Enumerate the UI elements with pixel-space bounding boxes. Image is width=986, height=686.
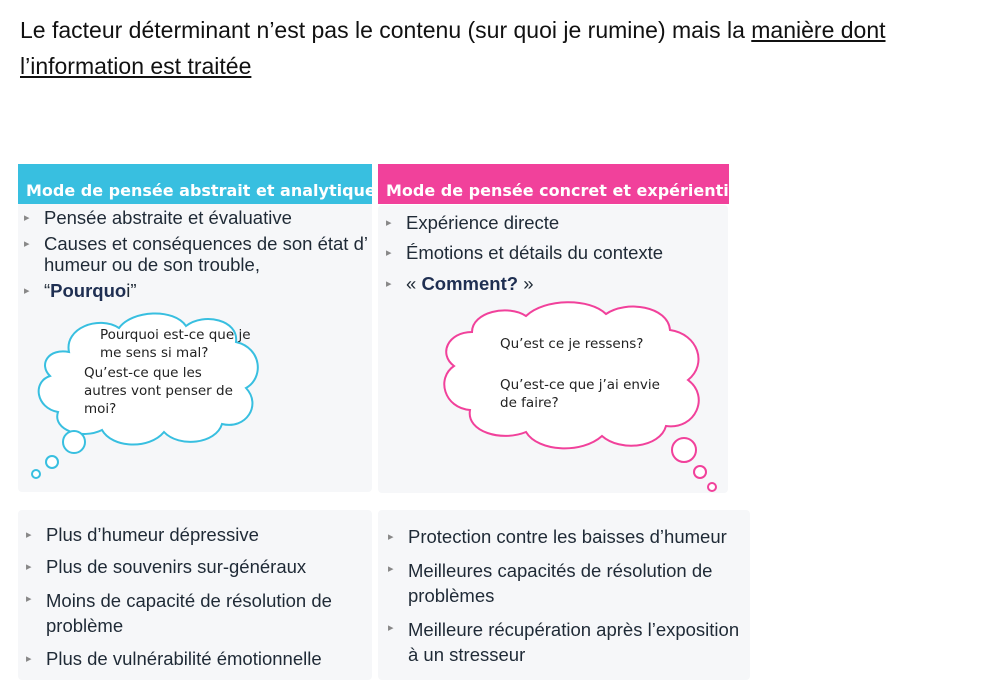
list-item: ▸ Pensée abstraite et évaluative (24, 207, 292, 228)
list-item: ▸ Protection contre les baisses d’humeur (388, 526, 727, 547)
list-item: ▸ Émotions et détails du contexte (386, 242, 664, 263)
concrete-cloud-question-2: Qu’est-ce que j’ai envie de faire? (500, 377, 660, 411)
page-heading (20, 12, 970, 84)
bullet-icon: ▸ (24, 212, 30, 224)
concrete-outcomes (386, 526, 746, 667)
abstract-cloud-question-1: Pourquoi est-ce que je me sens si mal? (100, 327, 251, 361)
list-item: ▸ Expérience directe (386, 212, 560, 233)
abstract-characteristics (22, 207, 370, 302)
bullet-icon: ▸ (386, 217, 392, 229)
concrete-characteristics (384, 212, 724, 295)
bullet-icon: ▸ (388, 563, 394, 575)
abstract-cloud-question-2: Qu’est-ce que les autres vont penser de moi? (84, 365, 233, 417)
concrete-mode-header: Mode de pensée concret et expérientiel (378, 164, 729, 204)
list-item: ▸ Meilleure récupération après l’exposition à un stresseur (388, 619, 740, 665)
list-item: ▸ Plus d’humeur dépressive (26, 524, 259, 545)
concrete-cloud-question-1: Qu’est ce je ressens? (500, 336, 644, 352)
heading-text: Le facteur déterminant n’est pas le contenu (sur quoi je rumine) mais la (20, 17, 752, 43)
abstract-outcomes (24, 524, 369, 670)
bullet-icon: ▸ (26, 653, 32, 665)
bullet-icon: ▸ (26, 561, 32, 573)
bullet-icon: ▸ (388, 622, 394, 634)
list-item: ▸ Moins de capacité de résolution de problème (26, 590, 332, 636)
abstract-mode-header: Mode de pensée abstrait et analytique (18, 164, 372, 204)
bullet-icon: ▸ (26, 529, 32, 541)
bullet-icon: ▸ (386, 278, 392, 290)
bullet-icon: ▸ (386, 247, 392, 259)
list-item-pourquoi: ▸ “Pourquoi” (24, 280, 137, 301)
bullet-icon: ▸ (24, 285, 30, 297)
list-item-comment: ▸ « Comment? » (386, 273, 534, 294)
bullet-icon: ▸ (26, 593, 32, 605)
heading-underlined-text: manière dont l’information est traitée (20, 17, 886, 79)
bullet-icon: ▸ (24, 238, 30, 250)
bullet-icon: ▸ (388, 531, 394, 543)
list-item: ▸ Plus de vulnérabilité émotionnelle (26, 648, 322, 669)
list-item: ▸ Plus de souvenirs sur-généraux (26, 556, 307, 577)
list-item: ▸ Causes et conséquences de son état d’ humeur ou de son trouble, (24, 233, 368, 275)
list-item: ▸ Meilleures capacités de résolution de problèmes (388, 560, 713, 606)
